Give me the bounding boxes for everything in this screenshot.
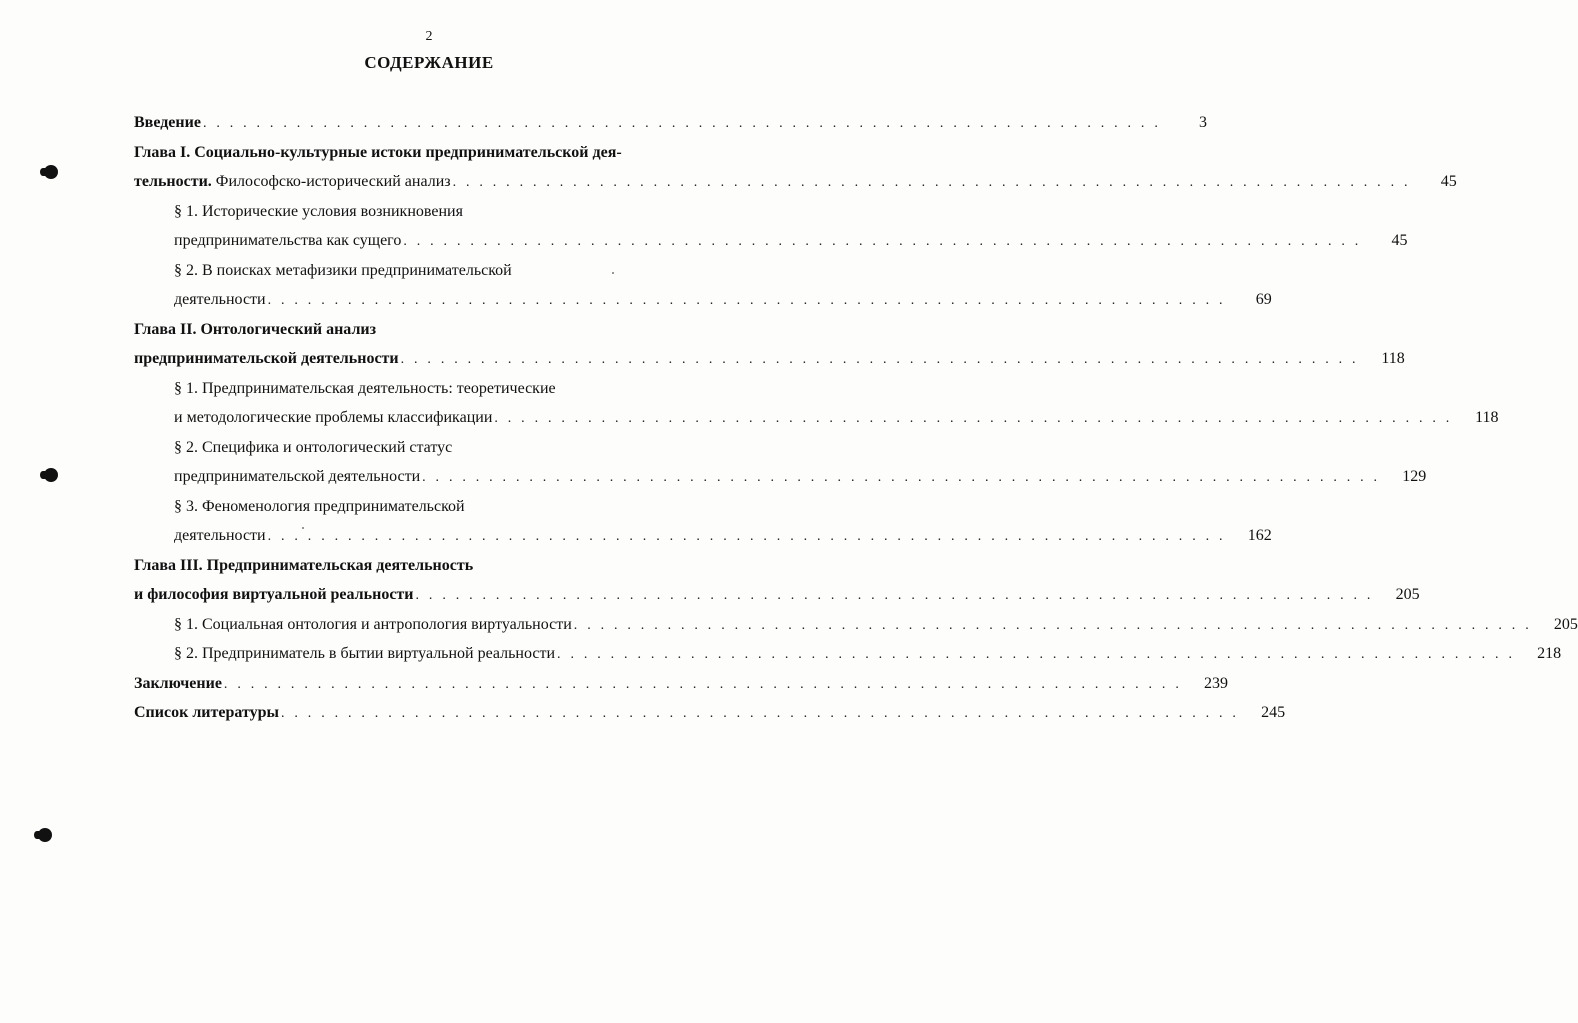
toc-entry-chapter-2-cont (134, 348, 1405, 378)
toc-entry-text: Список литературы (134, 704, 279, 721)
toc-entry-text: § 1. Предпринимательская деятельность: теоретические (174, 379, 556, 397)
dot-leader: . . . . . . . . . . . . . . . . . . . . . . . . . . . . . . . . . . . . . . . . . . . . . . . . . . . . . . . . . . . . . . . . . . . . . . . . (403, 234, 1362, 249)
toc-entry-chapter-3 (134, 555, 724, 585)
toc-entry-text: § 2. Специфика и онтологический статус (174, 438, 453, 456)
toc-page-number: 162 (1247, 527, 1272, 544)
toc-page-number: 3 (1199, 114, 1208, 131)
toc-entry-text-bold: тельности. (134, 173, 212, 190)
binder-hole-top (44, 165, 58, 179)
toc-entry-section-2-2 (134, 437, 724, 467)
dot-leader: . . . . . . . . . . . . . . . . . . . . . . . . . . . . . . . . . . . . . . . . . . . . . . . . . . . . . . . . . . . . . . . . . . . . . . . . (267, 293, 1226, 308)
table-of-contents (134, 112, 1578, 732)
dot-leader: . . . . . . . . . . . . . . . . . . . . . . . . . . . . . . . . . . . . . . . . . . . . . . . . . . . . . . . . . . . . . . . . . . . . . . . . (422, 470, 1381, 485)
dot-leader: . . . . . . . . . . . . . . . . . . . . . . . . . . . . . . . . . . . . . . . . . . . . . . . . . . . . . . . . . . . . . . . . . . . . . . . . (400, 352, 1359, 367)
toc-entry-section-2-1-cont (134, 407, 1499, 437)
toc-entry-section-1-2-cont (134, 289, 1272, 319)
toc-entry-text: § 1. Исторические условия возникновения (174, 202, 463, 220)
dot-leader: . . . . . . . . . . . . . . . . . . . . . . . . . . . . . . . . . . . . . . . . . . . . . . . . . . . . . . . . . . . . . . . . . . . . . . . . (573, 617, 1532, 633)
toc-page-number: 218 (1537, 645, 1562, 662)
toc-entry-text: § 1. Социальная онтология и антропология виртуальности (174, 615, 572, 633)
toc-entry-chapter-1-cont (134, 171, 1457, 201)
toc-entry-chapter-3-cont (134, 584, 1420, 614)
dot-leader: . . . . . . . . . . . . . . . . . . . . . . . . . . . . . . . . . . . . . . . . . . . . . . . . . . . . . . . . . . . . . . . . . . . . . . . . (267, 529, 1226, 544)
toc-entry-text: Введение (134, 114, 201, 131)
binder-hole-middle (44, 468, 58, 482)
toc-entry-chapter-1 (134, 142, 724, 172)
toc-entry-text: Глава I. Социально-культурные истоки предпринимательской дея- (134, 143, 622, 161)
scan-speck (612, 272, 614, 274)
toc-entry-section-2-3 (134, 496, 724, 526)
toc-entry-section-2-3-cont (134, 525, 1272, 555)
toc-entry-text: Глава III. Предпринимательская деятельность (134, 556, 474, 574)
toc-entry-text-normal: Философско-исторический анализ (211, 173, 451, 190)
toc-entry-chapter-2 (134, 319, 724, 349)
toc-entry-text: предпринимательства как сущего (174, 232, 402, 249)
toc-page-number: 205 (1553, 615, 1578, 633)
toc-entry-section-2-1 (134, 378, 724, 408)
toc-entry-introduction (134, 112, 1208, 142)
toc-entry-text: и философия виртуальной реальности (134, 586, 414, 603)
toc-entry-conclusion (134, 673, 1229, 703)
toc-page-number: 45 (1440, 173, 1457, 190)
toc-entry-section-1-2 (134, 260, 724, 290)
toc-page-number: 45 (1391, 232, 1408, 249)
toc-entry-text: Глава II. Онтологический анализ (134, 320, 377, 338)
toc-entry-text: и методологические проблемы классификации (174, 409, 493, 426)
page-title: СОДЕРЖАНИЕ (364, 53, 494, 72)
toc-entry-text: Заключение (134, 674, 222, 692)
toc-entry-text: § 3. Феноменология предпринимательской (174, 497, 465, 515)
toc-entry-text: § 2. В поисках метафизики предпринимательской (174, 261, 512, 279)
dot-leader: . . . . . . . . . . . . . . . . . . . . . . . . . . . . . . . . . . . . . . . . . . . . . . . . . . . . . . . . . . . . . . . . . . . . . . . . (223, 676, 1183, 692)
toc-entry-bibliography (134, 702, 1286, 732)
toc-entry-text (134, 171, 451, 193)
toc-page-number: 245 (1261, 704, 1286, 721)
toc-entry-section-1-1 (134, 201, 724, 231)
dot-leader: . . . . . . . . . . . . . . . . . . . . . . . . . . . . . . . . . . . . . . . . . . . . . . . . . . . . . . . . . . . . . . . . . . . . . . . . (494, 411, 1453, 426)
toc-entry-text: деятельности (174, 291, 266, 308)
dot-leader: . . . . . . . . . . . . . . . . . . . . . . . . . . . . . . . . . . . . . . . . . . . . . . . . . . . . . . . . . . . . . . . . . . . . . . . . (452, 175, 1411, 190)
toc-page-number: 129 (1402, 468, 1427, 485)
toc-entry-section-2-2-cont (134, 466, 1427, 496)
dot-leader: . . . . . . . . . . . . . . . . . . . . . . . . . . . . . . . . . . . . . . . . . . . . . . . . . . . . . . . . . . . . . . . . . . . . . . . . (415, 588, 1374, 603)
toc-page-number: 118 (1381, 350, 1405, 367)
page-number: 2 (425, 29, 433, 44)
toc-page-number: 239 (1204, 674, 1229, 692)
dot-leader: . . . . . . . . . . . . . . . . . . . . . . . . . . . . . . . . . . . . . . . . . . . . . . . . . . . . . . . . . . . . . . . . . . . . . . . . (557, 647, 1516, 662)
dot-leader: . . . . . . . . . . . . . . . . . . . . . . . . . . . . . . . . . . . . . . . . . . . . . . . . . . . . . . . . . . . . . . . . . . . . . . . . (281, 706, 1240, 721)
toc-entry-text: § 2. Предприниматель в бытии виртуальной реальности (174, 645, 556, 662)
binder-hole-bottom (38, 828, 52, 842)
toc-entry-text: предпринимательской деятельности (174, 468, 421, 485)
toc-page-number: 205 (1395, 586, 1420, 603)
toc-entry-section-3-2 (134, 643, 1562, 673)
toc-entry-text: предпринимательской деятельности (134, 350, 399, 367)
toc-entry-text: деятельности (174, 527, 266, 544)
toc-page-number: 118 (1475, 409, 1499, 426)
toc-page-number: 69 (1255, 291, 1272, 308)
dot-leader: . . . . . . . . . . . . . . . . . . . . . . . . . . . . . . . . . . . . . . . . . . . . . . . . . . . . . . . . . . . . . . . . . . . . . . . . (202, 116, 1162, 131)
scan-speck (302, 527, 304, 529)
toc-entry-section-1-1-cont (134, 230, 1408, 260)
toc-entry-section-3-1 (134, 614, 1578, 644)
